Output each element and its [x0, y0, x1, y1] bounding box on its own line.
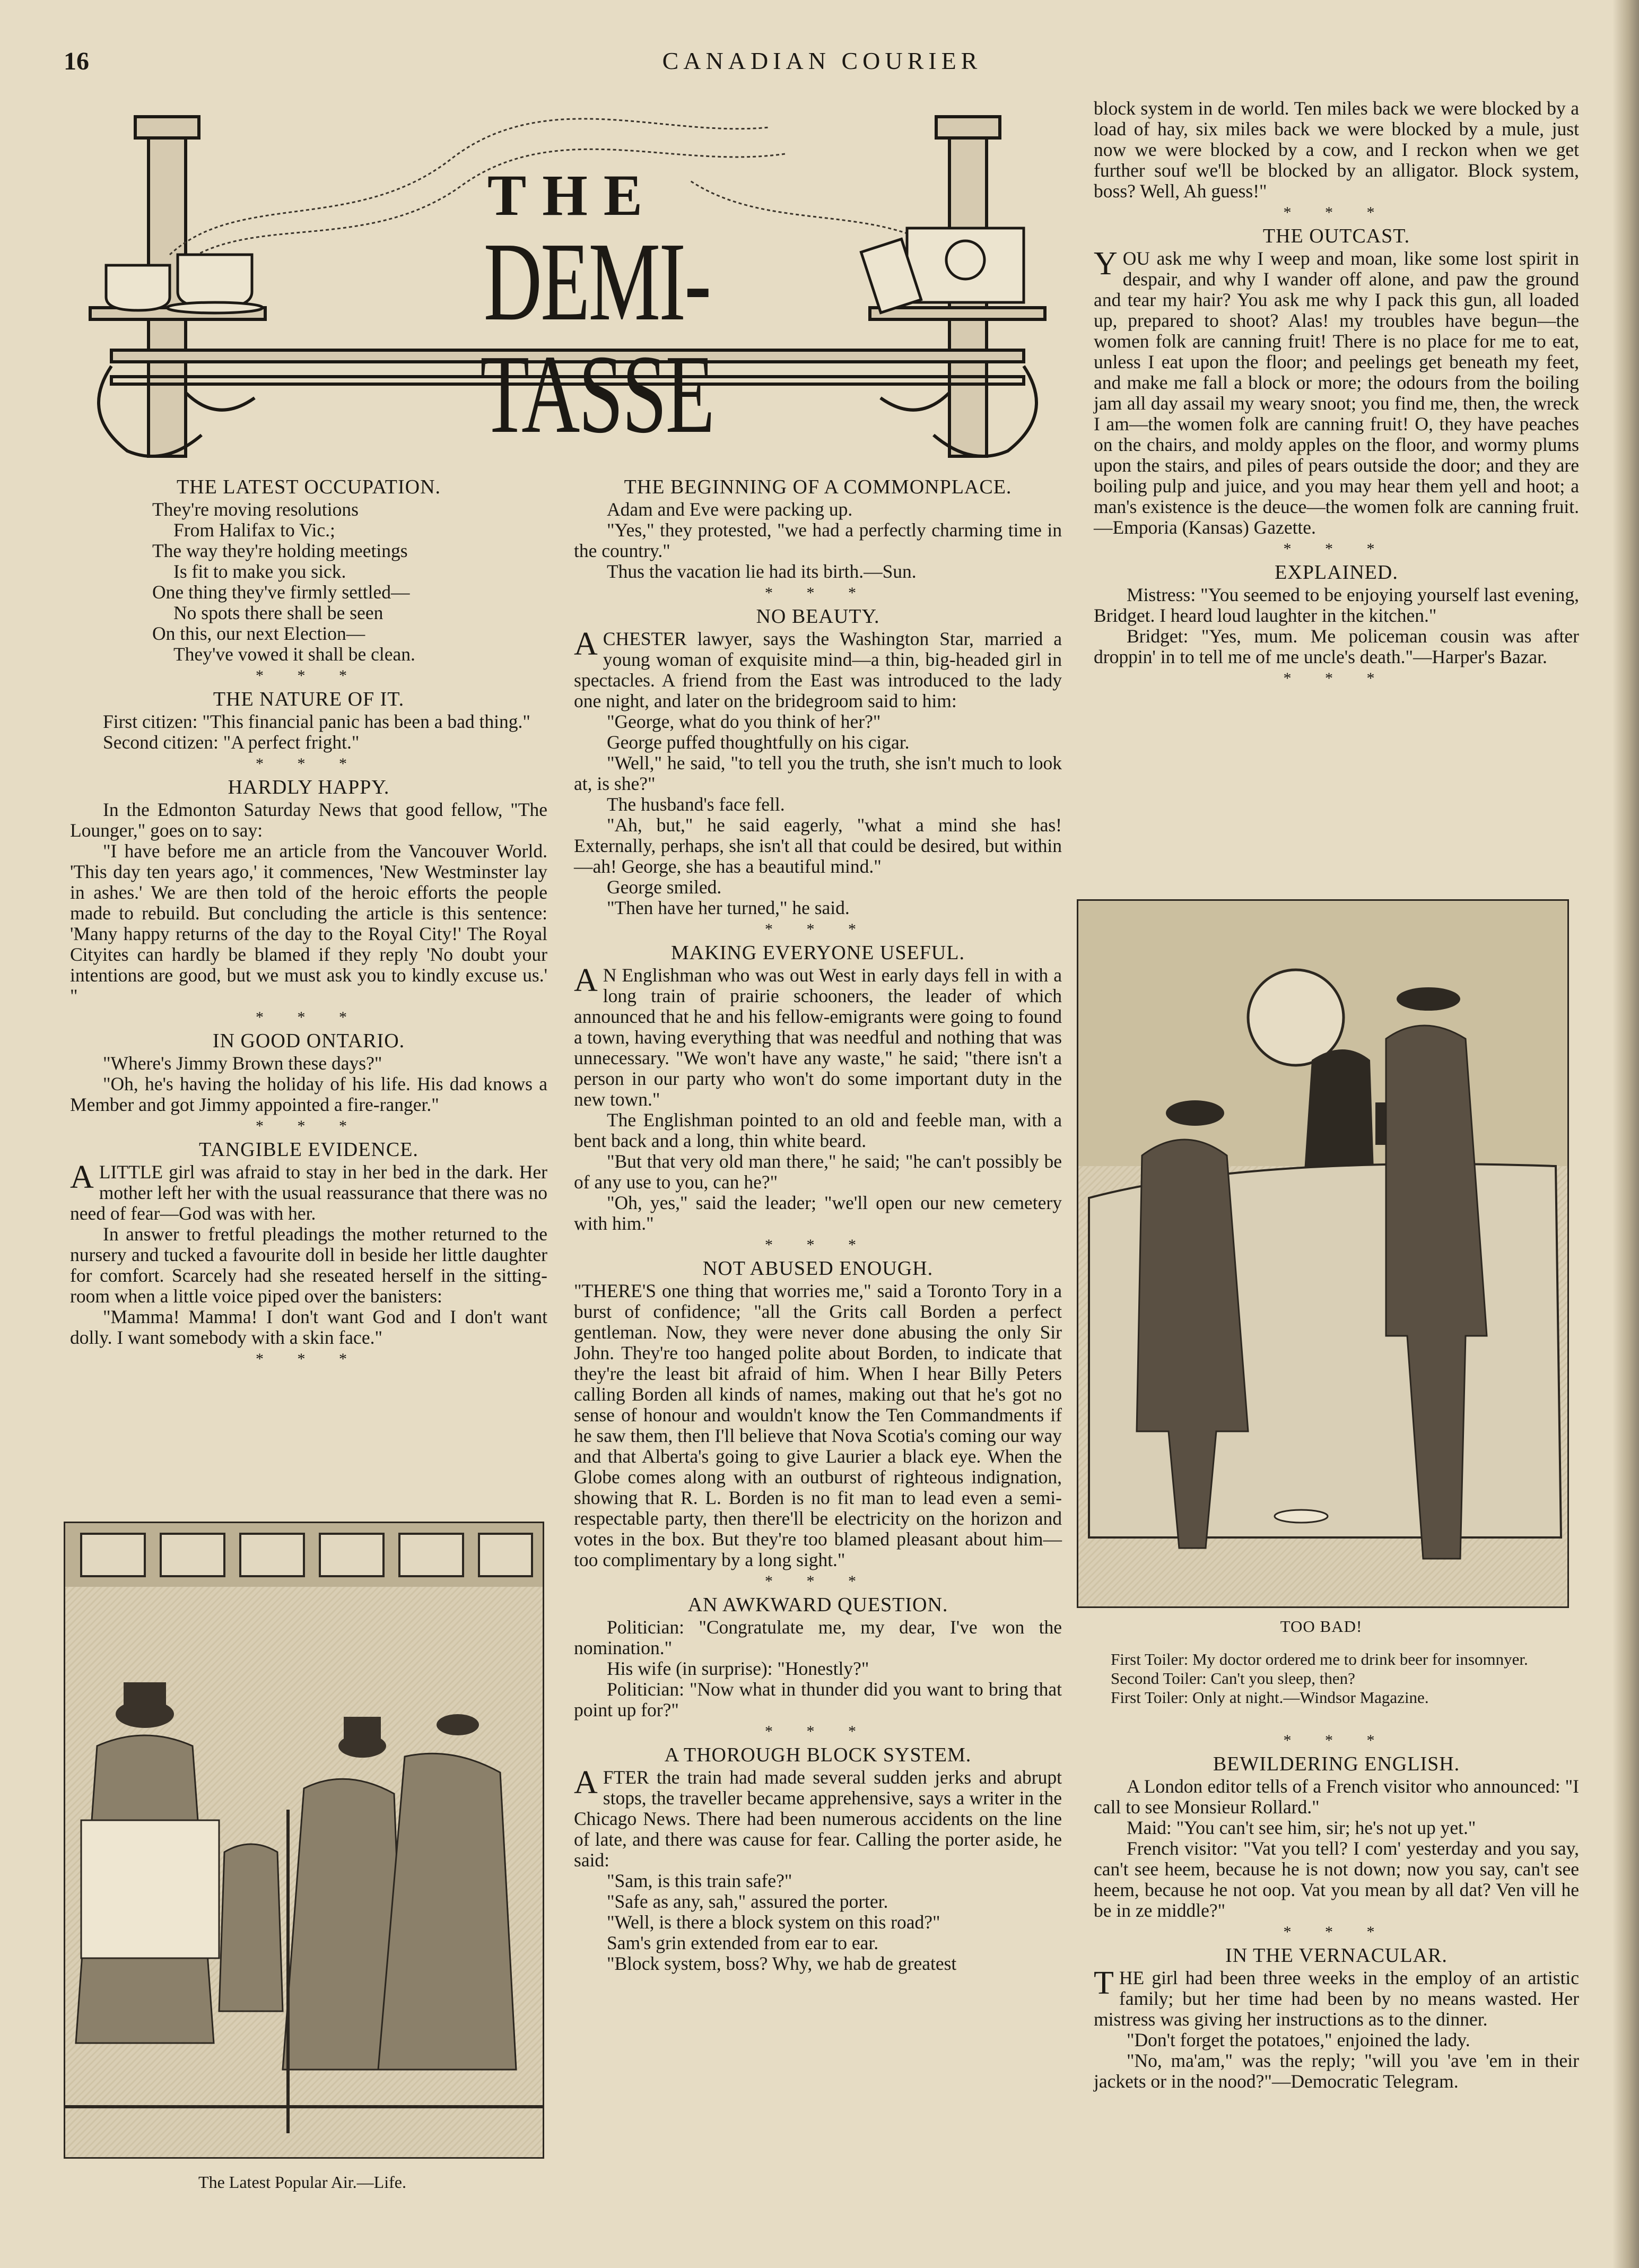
article-no-beauty [574, 604, 1062, 918]
column-3-lower [1094, 1730, 1579, 2092]
dialog-line: Second Toiler: Can't you sleep, then? [1111, 1669, 1355, 1688]
paragraph: George puffed thoughtfully on his cigar. [607, 732, 910, 753]
article-useful [574, 941, 1062, 1234]
paragraph: Bridget: "Yes, mum. Me policeman cousin was after droppin' in to tell me of me uncle's death."—Harper's Bazar. [1094, 625, 1579, 667]
bar-cartoon-illustration [1077, 899, 1569, 1608]
separator: * * * [765, 1723, 871, 1740]
separator: * * * [1283, 670, 1390, 687]
separator: * * * [765, 1572, 871, 1590]
paragraph: "Yes," they protested, "we had a perfectly charming time in the country." [574, 519, 1062, 561]
separator: * * * [765, 1236, 871, 1254]
separator: * * * [1283, 1923, 1390, 1941]
paragraph: ACHESTER lawyer, says the Washington Star, married a young woman of exquisite mind—a thin, big-headed girl in spectacles. A friend from the East was introduced to the lady one night, and later on the bridegroom said to him: [574, 626, 1062, 711]
article-title: TANGIBLE EVIDENCE. [199, 1139, 419, 1161]
article-title: NO BEAUTY. [756, 605, 880, 628]
page-number: 16 [64, 47, 89, 75]
masthead-title: DEMI-TASSE [480, 219, 713, 456]
paragraph: A London editor tells of a French visitor who announced: "I call to see Monsieur Rollard." [1094, 1776, 1579, 1818]
article-tangible-evidence [70, 1137, 547, 1348]
paragraph: AN Englishman who was out West in early days fell in with a long train of prairie schooners, the leader of which announced that he and his fellow-emigrants were going to found a town, having everything that was needful and nothing that was unnecessary. "We won't have any waste," he said; "there isn't a person in our party who won't do some important duty in the new town." [574, 962, 1062, 1110]
paragraph: His wife (in surprise): "Honestly?" [607, 1658, 869, 1679]
article-title: THE LATEST OCCUPATION. [176, 476, 441, 498]
article-latest-occupation [70, 475, 547, 665]
paragraph: "Don't forget the potatoes," enjoined the lady. [1127, 2029, 1470, 2050]
teacup-icon [106, 255, 263, 313]
figure-caption: The Latest Popular Air.—Life. [198, 2173, 406, 2192]
train-car-illustration [64, 1522, 544, 2159]
poem-line: No spots there shall be seen [173, 602, 383, 623]
paragraph: French visitor: "Vat you tell? I com' yesterday and you say, can't see heem, because he is not down; now you say, can't see heem, because he not oop. Vat you mean by all dat? Ven vill he be in ze middle?" [1094, 1838, 1579, 1921]
article-title: IN THE VERNACULAR. [1225, 1944, 1448, 1967]
article-title: HARDLY HAPPY. [228, 776, 390, 798]
article-commonplace [574, 475, 1062, 582]
paragraph: "Oh, he's having the holiday of his life. His dad knows a Member and got Jimmy appointed a fire-ranger." [70, 1073, 547, 1115]
paragraph: THE girl had been three weeks in the employ of an artistic family; but her time had been by no means wasted. Her mistress was giving her instructions as to the dinner. [1094, 1965, 1579, 2030]
paragraph: "THERE'S one thing that worries me," said a Toronto Tory in a burst of confidence; "all the Grits call Borden a perfect gentleman. Now, they were never done abusing the only Sir John. They're too hanged polite about Borden, to indicate that they're the least bit afraid of him. When I hear Billy Peters calling Borden all kinds of names, making out that he's got no sense of honour and wouldn't know the Ten Commandments if he saw them, then I'll believe that Nova Scotia's coming our way and that Alberta's going to give Laurier a black eye. When the Globe comes along with an outburst of righteous indignation, showing that R. L. Borden is no fit man to lead even a semi-respectable party, then there'll be electricity on the horizon and votes in the box. But they're too blamed pleasant about him—too complimentary by a long sight." [574, 1280, 1062, 1570]
separator: * * * [1283, 1732, 1390, 1749]
paragraph: "Mamma! Mamma! I don't want God and I don't want dolly. I want somebody with a skin face." [70, 1306, 547, 1348]
article-block-system [574, 1743, 1062, 1974]
paragraph: Politician: "Congratulate me, my dear, I've won the nomination." [574, 1617, 1062, 1658]
paragraph: YOU ask me why I weep and moan, like some lost spirit in despair, and why I wander off alone, and paw the ground and tear my hair? You ask me why I pack this gun, all loaded up, prepared to shoot? Alas! my troubles have begun—the women folk are canning fruit! There is no place for me to eat, unless I eat upon the floor; and peelings get beneath my feet, and make me fall a block or more; the odours from the boiling jam all day assail my weary snoot; you find me, then, the wreck I am—the women folk are canning fruit! O, they have peaches on the chairs, and moldy apples on the floor, and wormy plums upon the stairs, and piles of pears outside the door; and they are boiling pulp and juice, and you may hear them yell and hoot; a man's existence is the deuce—the women folk are canning fruit.—Emporia (Kansas) Gazette. [1094, 246, 1579, 538]
poem-line: They're moving resolutions [152, 499, 359, 520]
paragraph: "Then have her turned," he said. [607, 897, 850, 918]
poem-line: One thing they've firmly settled— [152, 581, 410, 603]
separator: * * * [256, 667, 362, 684]
paragraph: George smiled. [607, 876, 722, 898]
article-explained [1094, 560, 1579, 667]
article-not-abused [574, 1256, 1062, 1570]
separator: * * * [256, 1117, 362, 1135]
paragraph: "No, ma'am," was the reply; "will you 'ave 'em in their jackets or in the nood?"—Democratic Telegram. [1094, 2050, 1579, 2092]
poem-line: From Halifax to Vic.; [173, 519, 335, 541]
article-outcast [1094, 224, 1579, 538]
article-title: MAKING EVERYONE USEFUL. [671, 942, 965, 964]
paragraph: The husband's face fell. [607, 794, 785, 815]
paragraph: "Block system, boss? Why, we hab de greatest [607, 1953, 957, 1974]
separator: * * * [1283, 204, 1390, 221]
article-vernacular [1094, 1943, 1579, 2092]
paragraph: In the Edmonton Saturday News that good fellow, "The Lounger," goes on to say: [70, 799, 547, 841]
paragraph: First citizen: "This financial panic has been a bad thing." [103, 711, 530, 732]
article-awkward [574, 1593, 1062, 1720]
journal-name: CANADIAN COURIER [662, 47, 982, 74]
cigar-box-icon [861, 228, 1024, 312]
article-good-ontario [70, 1029, 547, 1115]
cartoon-title: TOO BAD! [1280, 1617, 1363, 1636]
cartoon-dialog [1094, 1650, 1560, 1707]
column-1 [70, 475, 547, 1370]
paragraph: Mistress: "You seemed to be enjoying yourself last evening, Bridget. I heard loud laughter in the kitchen." [1094, 584, 1579, 626]
dialog-line: First Toiler: My doctor ordered me to drink beer for insomnyer. [1111, 1650, 1528, 1669]
paragraph: "Safe as any, sah," assured the porter. [607, 1891, 888, 1912]
article-title: THE OUTCAST. [1262, 225, 1410, 247]
masthead [80, 95, 1056, 472]
article-title: IN GOOD ONTARIO. [212, 1030, 405, 1052]
poem-line: They've vowed it shall be clean. [173, 644, 415, 665]
paragraph: Thus the vacation lie had its birth.—Sun. [607, 561, 917, 582]
paragraph: In answer to fretful pleadings the mother returned to the nursery and tucked a favourite doll in beside her little daughter for comfort. Scarcely had she reseated herself in the sitting-room when a little voice piped over the banisters: [70, 1223, 547, 1307]
paragraph: block system in de world. Ten miles back we were blocked by a load of hay, six miles back we were blocked by a mule, just now we were blocked by a cow, and I reckon when we get further souf we'll be blocked by an alligator. Block system, boss? Well, Ah guess!" [1094, 98, 1579, 202]
article-title: EXPLAINED. [1275, 561, 1398, 584]
article-hardly-happy [70, 775, 547, 1006]
paragraph: "George, what do you think of her?" [607, 711, 881, 732]
poem-line: On this, our next Election— [152, 623, 365, 644]
masthead-the: THE [487, 163, 659, 228]
paragraph: "But that very old man there," he said; "he can't possibly be of any use to you, can he?" [574, 1151, 1062, 1193]
dialog-line: First Toiler: Only at night.—Windsor Magazine. [1111, 1688, 1429, 1707]
poem-line: The way they're holding meetings [152, 540, 408, 561]
running-head [64, 47, 1581, 79]
page-edge-shadow [1612, 0, 1639, 2268]
paragraph: "I have before me an article from the Vancouver World. 'This day ten years ago,' it commences, 'New Westminster lay in ashes.' We are then told of the heroic efforts the people made to rebuild. But concluding the article is this sentence: 'Many happy returns of the day to the Royal City!' The Royal Cityites can hardly be blamed if they reply 'No doubt your intentions are good, but we must ask you to kindly excuse us.' " [70, 840, 547, 1006]
paragraph: Second citizen: "A perfect fright." [103, 732, 360, 753]
paragraph: Adam and Eve were packing up. [607, 499, 853, 520]
article-title: NOT ABUSED ENOUGH. [702, 1257, 934, 1280]
article-bewildering [1094, 1752, 1579, 1921]
paragraph: "Well, is there a block system on this road?" [607, 1911, 940, 1933]
article-title: AN AWKWARD QUESTION. [687, 1594, 948, 1616]
paragraph: Politician: "Now what in thunder did you want to bring that point up for?" [574, 1679, 1062, 1720]
column-3 [1094, 98, 1579, 690]
article-title: BEWILDERING ENGLISH. [1213, 1753, 1460, 1775]
paragraph: "Well," he said, "to tell you the truth, she isn't much to look at, is she?" [574, 752, 1062, 794]
paragraph: "Sam, is this train safe?" [607, 1870, 792, 1891]
article-nature [70, 687, 547, 753]
separator: * * * [256, 755, 362, 772]
separator: * * * [256, 1009, 362, 1026]
poem-line: Is fit to make you sick. [173, 561, 346, 582]
separator: * * * [765, 920, 871, 938]
paragraph: "Where's Jimmy Brown these days?" [103, 1053, 382, 1074]
paragraph: "Oh, yes," said the leader; "we'll open our new cemetery with him." [574, 1192, 1062, 1234]
paragraph: The Englishman pointed to an old and feeble man, with a bent back and a long, thin white beard. [574, 1109, 1062, 1151]
paragraph: Maid: "You can't see him, sir; he's not up yet." [1127, 1817, 1476, 1838]
article-title: A THOROUGH BLOCK SYSTEM. [664, 1744, 972, 1766]
column-2 [574, 475, 1062, 1974]
article-title: THE NATURE OF IT. [213, 688, 405, 710]
poem [152, 499, 547, 665]
paragraph: AFTER the train had made several sudden jerks and abrupt stops, the traveller became apprehensive, says a writer in the Chicago News. There had been numerous accidents on the line of late, and there was cause for fear. Calling the porter aside, he said: [574, 1765, 1062, 1871]
paragraph: "Ah, but," he said eagerly, "what a mind she has! Externally, perhaps, she isn't all that could be desired, but within—ah! George, she has a beautiful mind." [574, 814, 1062, 877]
separator: * * * [256, 1350, 362, 1368]
article-title: THE BEGINNING OF A COMMONPLACE. [624, 476, 1012, 498]
separator: * * * [765, 584, 871, 602]
separator: * * * [1283, 540, 1390, 558]
paragraph: ALITTLE girl was afraid to stay in her bed in the dark. Her mother left her with the usual reassurance that there was no need of fear—God was with her. [70, 1159, 547, 1224]
paragraph: Sam's grin extended from ear to ear. [607, 1932, 879, 1953]
